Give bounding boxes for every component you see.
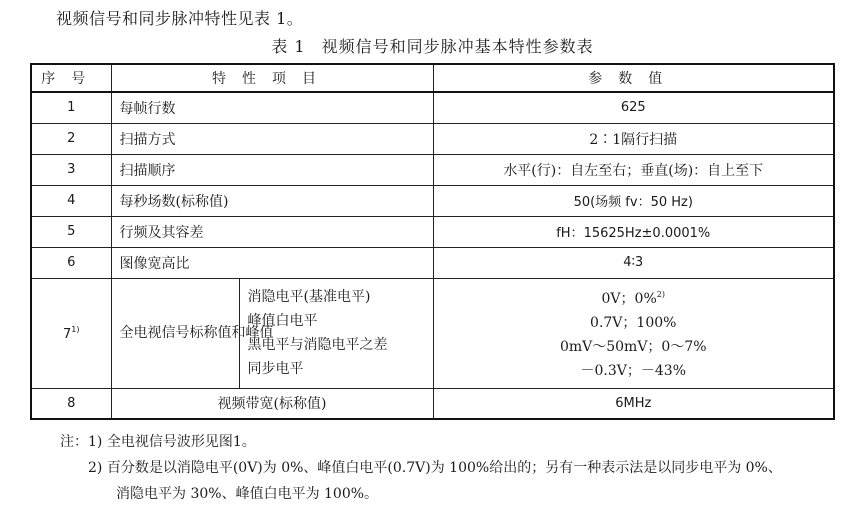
footnote-2-line1: 2) 百分数是以消隐电平(0V)为 0%、峰值白电平(0.7V)为 100%给出的；另有一种表示法是以同步电平为 0%、 (88, 460, 782, 476)
row-value: 4∶3 (433, 247, 834, 278)
row-item: 每帧行数 (111, 92, 433, 123)
footnotes (60, 429, 782, 507)
footnote-1 (60, 429, 782, 455)
subvalue-sync-level: －0.3V；－43% (580, 363, 686, 379)
row-no: 5 (31, 216, 111, 247)
row-value: 2∶1隔行扫描 (433, 123, 834, 154)
subvalue-blanking-text: 0V；0% (601, 291, 657, 307)
subvalue-blanking-level (442, 283, 826, 311)
table-caption-title: 视频信号和同步脉冲基本特性参数表 (321, 37, 594, 56)
row-item: 图像宽高比 (111, 247, 433, 278)
header-no: 序号 (31, 64, 111, 92)
table-row (31, 154, 834, 185)
row-no (31, 278, 111, 388)
table-row-group (31, 278, 834, 388)
row-no-text: 7 (63, 326, 72, 342)
table-row (31, 216, 834, 247)
row-value: 625 (433, 92, 834, 123)
row-no: 1 (31, 92, 111, 123)
row-subvalues (433, 278, 834, 388)
table-caption-id: 表 1 (271, 37, 306, 56)
subvalue-black-blanking-diff: 0mV～50mV；0～7% (559, 339, 707, 355)
footnote-ref-2: 2) (656, 290, 665, 299)
table-caption (0, 34, 865, 57)
row-item: 视频带宽(标称值) (111, 388, 433, 419)
footnote-1-text: 1) 全电视信号波形见图1。 (88, 434, 256, 450)
table-row (31, 92, 834, 123)
footnote-2-line2: 消隐电平为 30%、峰值白电平为 100%。 (116, 486, 379, 502)
row-value: 50(场频 fv：50 Hz) (433, 185, 834, 216)
row-item: 扫描顺序 (111, 154, 433, 185)
row-value: 水平(行)：自左至右；垂直(场)：自上至下 (433, 154, 834, 185)
row-value: fH：15625Hz±0.0001% (433, 216, 834, 247)
subvalue-peak-white: 0.7V；100% (590, 315, 677, 331)
row-no: 4 (31, 185, 111, 216)
header-value: 参数值 (433, 64, 834, 92)
header-item: 特性项目 (111, 64, 433, 92)
subitem-peak-white: 峰值白电平 (247, 313, 318, 329)
subitem-black-blanking-diff: 黑电平与消隐电平之差 (247, 337, 388, 353)
row-value: 6MHz (433, 388, 834, 419)
row-no: 8 (31, 388, 111, 419)
notes-prefix: 注： (60, 434, 88, 450)
row-item: 扫描方式 (111, 123, 433, 154)
table-row (31, 123, 834, 154)
table-header-row (31, 64, 834, 92)
table-row (31, 388, 834, 419)
row-no: 2 (31, 123, 111, 154)
row-item: 行频及其容差 (111, 216, 433, 247)
spec-table (30, 63, 835, 420)
table-row (31, 185, 834, 216)
row-subitems (239, 278, 433, 388)
subitem-blanking-level: 消隐电平(基准电平) (247, 289, 371, 305)
table-row (31, 247, 834, 278)
row-group-label: 全电视信号标称值和峰值 (111, 278, 239, 388)
row-no: 6 (31, 247, 111, 278)
intro-text: 视频信号和同步脉冲特性见表 1。 (56, 9, 304, 28)
subitem-sync-level: 同步电平 (247, 361, 304, 377)
row-item: 每秒场数(标称值) (111, 185, 433, 216)
row-no: 3 (31, 154, 111, 185)
footnote-ref-1: 1) (71, 324, 80, 334)
